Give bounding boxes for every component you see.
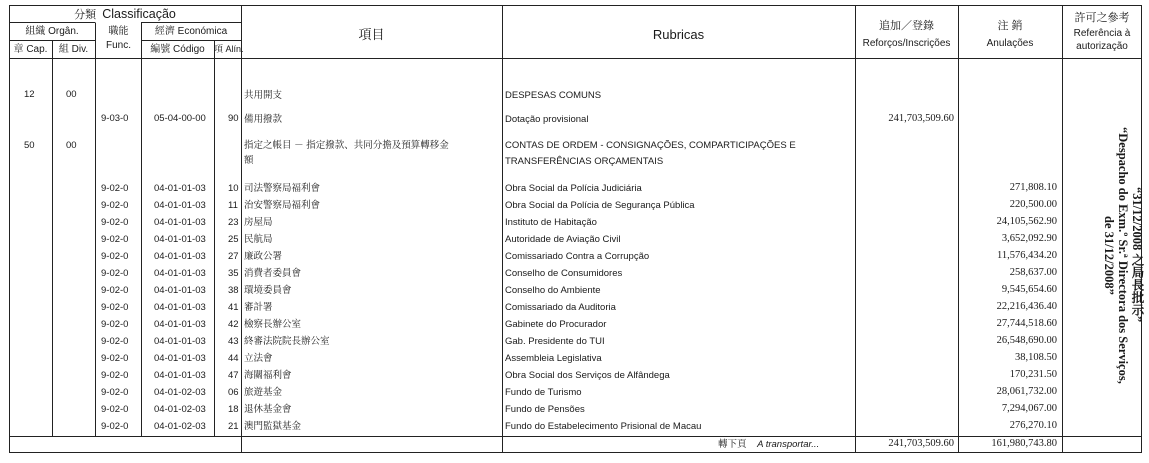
row-11-item: 檢察長辦公室	[244, 319, 302, 330]
row-11-alin: 42	[228, 319, 239, 330]
header-ref-pt1: Referência à	[1073, 28, 1131, 39]
row-2-cap: 50	[24, 140, 35, 151]
authorization-reference	[1064, 90, 1144, 420]
row-3-anulacao: 271,808.10	[1009, 182, 1057, 193]
row-0-div: 00	[66, 89, 77, 100]
row-6-item: 民航局	[244, 234, 273, 245]
row-15-item: 旅遊基金	[244, 387, 283, 398]
row-5-alin: 23	[228, 217, 239, 228]
row-13-codigo: 04-01-01-03	[154, 353, 206, 364]
row-16-codigo: 04-01-02-03	[154, 404, 206, 415]
row-10-anulacao: 22,216,436.40	[996, 301, 1057, 312]
row-12-func: 9-02-0	[101, 336, 129, 347]
row-1-codigo: 05-04-00-00	[154, 113, 206, 124]
header-codigo: 編號 Código	[150, 44, 205, 55]
row-12-anulacao: 26,548,690.00	[996, 335, 1057, 346]
row-4-codigo: 04-01-01-03	[154, 200, 206, 211]
row-10-rubrica: Comissariado da Auditoria	[505, 302, 616, 313]
header-organ-zh: 組織	[25, 26, 46, 37]
row-14-anulacao: 170,231.50	[1009, 369, 1057, 380]
header-classificacao-zh: 分類	[74, 9, 97, 21]
row-8-codigo: 04-01-01-03	[154, 268, 206, 279]
header-organ	[9, 27, 95, 37]
authorization-line-3: de 31/12/2008”	[1102, 215, 1116, 295]
header-items-zh: 項目	[358, 27, 385, 42]
row-10-func: 9-02-0	[101, 302, 129, 313]
row-6-alin: 25	[228, 234, 239, 245]
row-6-rubrica: Autoridade de Aviação Civil	[505, 234, 621, 245]
row-4-anulacao: 220,500.00	[1009, 199, 1057, 210]
row-17-func: 9-02-0	[101, 421, 129, 432]
header-func-pt: Func.	[105, 40, 131, 51]
row-0-rubrica: DESPESAS COMUNS	[505, 90, 602, 101]
row-13-alin: 44	[228, 353, 239, 364]
row-17-rubrica: Fundo do Estabelecimento Prisional de Macau	[505, 421, 702, 432]
footer-label-zh: 轉下頁	[718, 439, 747, 450]
row-15-alin: 06	[228, 387, 239, 398]
row-13-func: 9-02-0	[101, 353, 129, 364]
row-10-item: 審計署	[244, 302, 273, 313]
row-7-anulacao: 11,576,434.20	[997, 250, 1057, 261]
row-2-item-cont: 額	[244, 155, 254, 166]
row-16-func: 9-02-0	[101, 404, 129, 415]
row-15-rubrica: Fundo de Turismo	[505, 387, 582, 398]
row-9-rubrica: Conselho do Ambiente	[505, 285, 601, 296]
header-classificacao-pt: Classificação	[102, 7, 176, 21]
row-0-item: 共用開支	[244, 90, 283, 101]
row-16-alin: 18	[228, 404, 239, 415]
row-17-codigo: 04-01-02-03	[154, 421, 206, 432]
row-15-func: 9-02-0	[101, 387, 129, 398]
footer-anulacao-total: 161,980,743.80	[991, 438, 1057, 449]
header-ref-pt2: autorização	[1076, 41, 1128, 52]
row-9-anulacao: 9,545,654.60	[1001, 284, 1057, 295]
header-classificacao	[9, 8, 241, 21]
row-17-anulacao: 276,270.10	[1009, 420, 1057, 431]
row-8-func: 9-02-0	[101, 268, 129, 279]
row-5-item: 房屋局	[244, 217, 273, 228]
row-4-func: 9-02-0	[101, 200, 129, 211]
row-3-rubrica: Obra Social da Polícia Judiciária	[505, 183, 642, 194]
header-anulacoes-pt: Anulações	[986, 38, 1034, 49]
row-12-rubrica: Gab. Presidente do TUI	[505, 336, 605, 347]
row-16-item: 退休基金會	[244, 404, 292, 415]
row-1-func: 9-03-0	[101, 113, 129, 124]
row-5-anulacao: 24,105,562.90	[996, 216, 1057, 227]
row-13-anulacao: 38,108.50	[1015, 352, 1057, 363]
row-16-anulacao: 7,294,067.00	[1001, 403, 1057, 414]
header-cap: 章 Cap.	[13, 44, 48, 55]
row-6-anulacao: 3,652,092.90	[1001, 233, 1057, 244]
row-4-rubrica: Obra Social da Polícia de Segurança Pública	[505, 200, 695, 211]
row-7-func: 9-02-0	[101, 251, 129, 262]
header-economica-zh: 經濟	[154, 26, 175, 37]
row-9-codigo: 04-01-01-03	[154, 285, 206, 296]
row-3-item: 司法警察局福利會	[244, 183, 321, 194]
row-3-func: 9-02-0	[101, 183, 129, 194]
row-0-cap: 12	[24, 89, 35, 100]
row-8-anulacao: 258,637.00	[1009, 267, 1057, 278]
header-reforcos-pt: Reforços/Inscrições	[862, 38, 951, 49]
row-14-rubrica: Obra Social dos Serviços de Alfândega	[505, 370, 670, 381]
row-2-item: 指定之帳目 － 指定撥款、共同分擔及預算轉移金	[244, 140, 449, 151]
header-economica-pt: Económica	[177, 26, 228, 37]
row-7-alin: 27	[228, 251, 239, 262]
header-organ-pt: Orgân.	[48, 26, 79, 37]
header-rubricas: Rubricas	[652, 27, 705, 42]
row-6-func: 9-02-0	[101, 234, 129, 245]
row-3-alin: 10	[228, 183, 239, 194]
row-14-func: 9-02-0	[101, 370, 129, 381]
row-2-div: 00	[66, 140, 77, 151]
row-4-item: 治安警察局福利會	[244, 200, 321, 211]
row-13-rubrica: Assembleia Legislativa	[505, 353, 602, 364]
row-10-codigo: 04-01-01-03	[154, 302, 206, 313]
row-6-codigo: 04-01-01-03	[154, 234, 206, 245]
row-14-item: 海關福利會	[244, 370, 292, 381]
header-func-zh: 職能	[108, 26, 129, 37]
row-5-func: 9-02-0	[101, 217, 129, 228]
footer-label-pt: A transportar...	[757, 439, 820, 450]
row-2-rubrica: CONTAS DE ORDEM - CONSIGNAÇÕES, COMPARTICIPAÇÕES E	[505, 140, 796, 151]
row-8-rubrica: Conselho de Consumidores	[505, 268, 623, 279]
row-2-rubrica-cont: TRANSFERÊNCIAS ORÇAMENTAIS	[505, 156, 664, 167]
row-4-alin: 11	[228, 200, 238, 211]
row-11-func: 9-02-0	[101, 319, 129, 330]
row-3-codigo: 04-01-01-03	[154, 183, 206, 194]
row-1-alin: 90	[228, 113, 239, 124]
row-11-rubrica: Gabinete do Procurador	[505, 319, 607, 330]
row-14-codigo: 04-01-01-03	[154, 370, 206, 381]
authorization-line-1: “31/12/2008 之局長批示”	[1130, 187, 1144, 323]
row-9-func: 9-02-0	[101, 285, 129, 296]
row-7-rubrica: Comissariado Contra a Corrupção	[505, 251, 650, 262]
header-anulacoes-zh: 注 銷	[997, 20, 1023, 32]
footer-label	[718, 440, 819, 450]
row-5-codigo: 04-01-01-03	[154, 217, 206, 228]
row-15-codigo: 04-01-02-03	[154, 387, 206, 398]
row-11-codigo: 04-01-01-03	[154, 319, 206, 330]
row-9-item: 環境委員會	[244, 285, 292, 296]
row-16-rubrica: Fundo de Pensões	[505, 404, 585, 415]
row-12-alin: 43	[228, 336, 239, 347]
row-9-alin: 38	[228, 285, 239, 296]
footer-reforco-total: 241,703,509.60	[888, 438, 954, 449]
row-8-item: 消費者委員會	[244, 268, 302, 279]
row-1-rubrica: Dotação provisional	[505, 114, 589, 125]
row-1-reforco: 241,703,509.60	[888, 113, 954, 124]
row-10-alin: 41	[228, 302, 239, 313]
row-7-item: 廉政公署	[244, 251, 283, 262]
header-economica	[141, 27, 241, 37]
authorization-line-2: “Despacho do Exm.º Sr.ª Directora dos Serviços,	[1116, 126, 1130, 384]
row-17-item: 澳門監獄基金	[244, 421, 302, 432]
row-5-rubrica: Instituto de Habitação	[505, 217, 597, 228]
row-12-codigo: 04-01-01-03	[154, 336, 206, 347]
row-1-item: 備用撥款	[244, 114, 283, 125]
row-8-alin: 35	[228, 268, 239, 279]
header-ref-zh: 許可之參考	[1074, 12, 1130, 24]
header-reforcos-zh: 追加／登錄	[879, 20, 934, 32]
header-div: 組 Div.	[58, 44, 89, 55]
row-12-item: 終審法院院長辦公室	[244, 336, 330, 347]
row-17-alin: 21	[228, 421, 239, 432]
header-alin: 項 Alín.	[214, 44, 244, 54]
row-7-codigo: 04-01-01-03	[154, 251, 206, 262]
row-13-item: 立法會	[244, 353, 273, 364]
row-11-anulacao: 27,744,518.60	[996, 318, 1057, 329]
row-15-anulacao: 28,061,732.00	[996, 386, 1057, 397]
row-14-alin: 47	[228, 370, 239, 381]
